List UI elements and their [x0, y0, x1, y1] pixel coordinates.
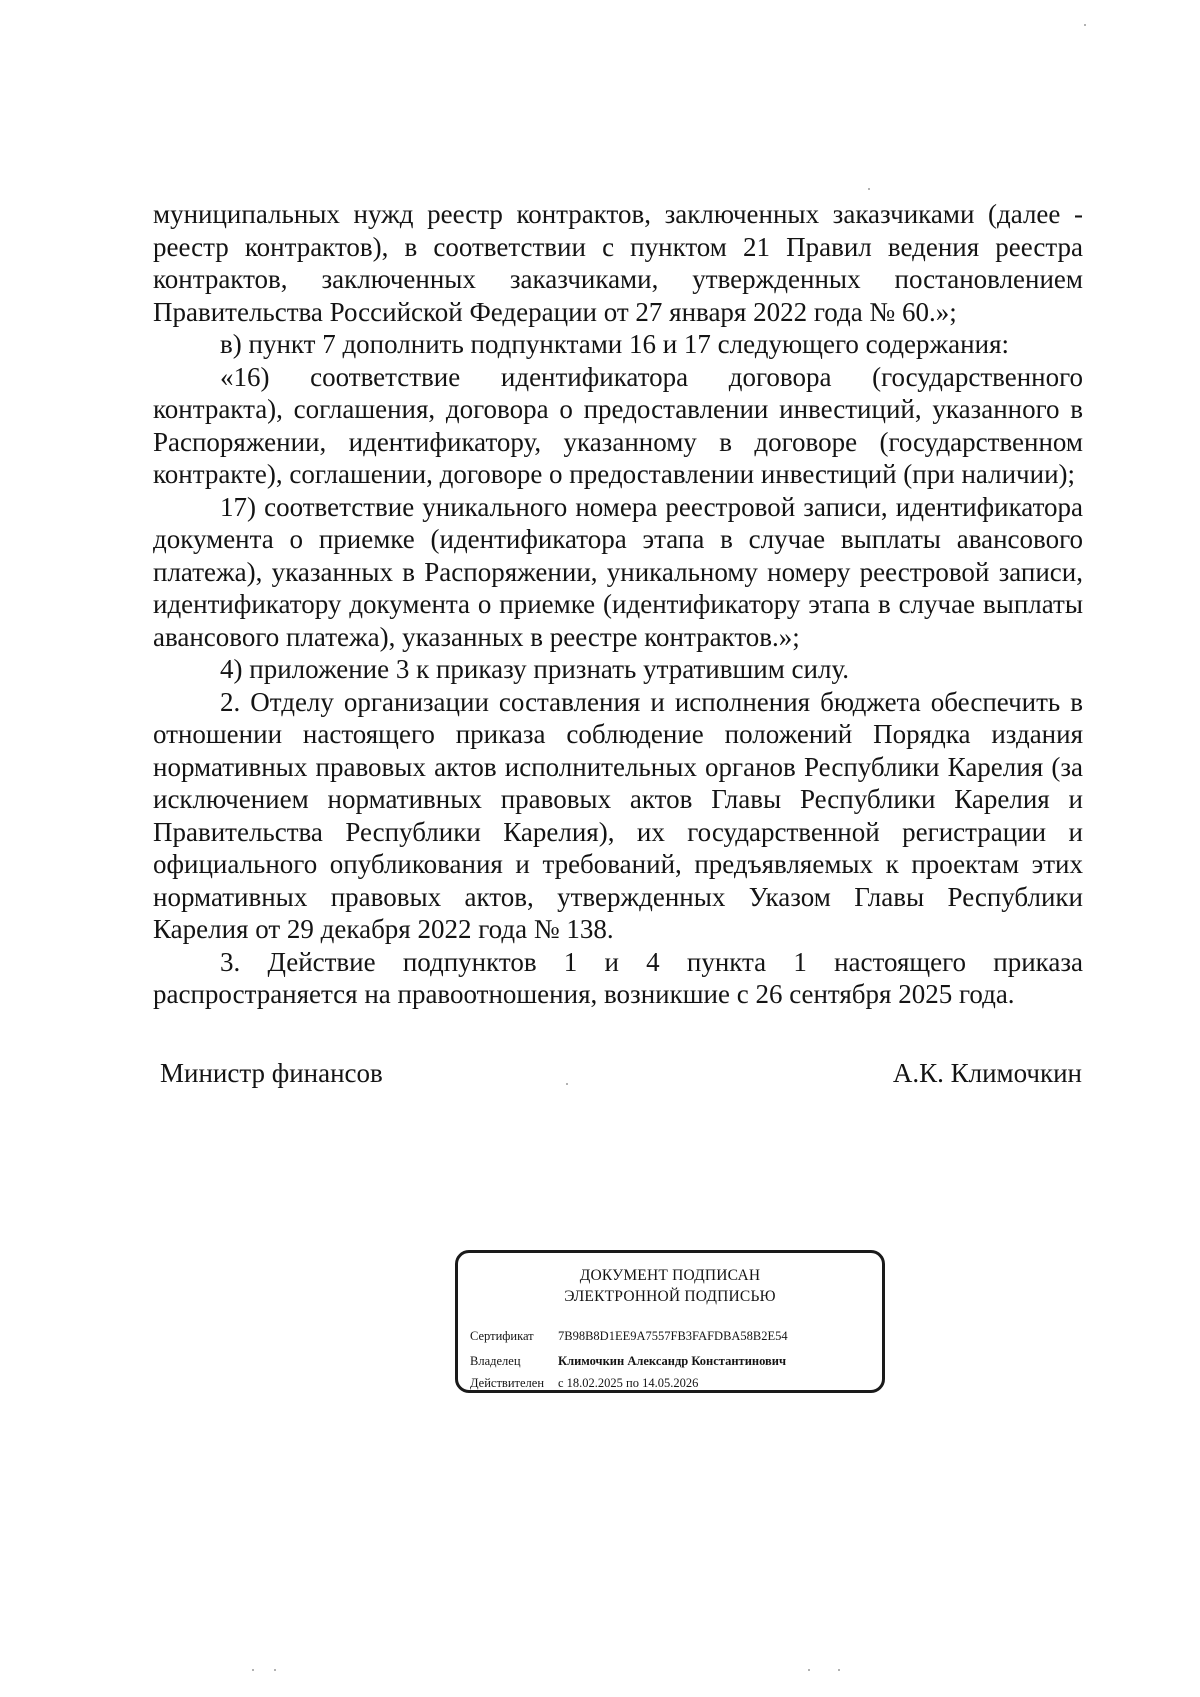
scan-speck [274, 1669, 276, 1671]
paragraph-item-v: в) пункт 7 дополнить подпунктами 16 и 17 следующего содержания: [220, 329, 1009, 359]
stamp-title-line-1: ДОКУМЕНТ ПОДПИСАН [579, 1267, 761, 1284]
paragraph-section-2: 2. Отделу организации составления и исполнения бюджета обеспечить в отношении настоящего приказа соблюдение положений Порядка издания нормативных правовых актов исполнительных органов Республики Карелия (за исключением нормативных правовых актов Главы Республики Карелия и Правительства Республики Карелия), их государственной регистрации и официального опубликования и требований, предъявляемых к проектам этих нормативных правовых актов, утвержденных Указом Главы Республики Карелия от 29 декабря 2022 года № 138. [153, 686, 1083, 944]
document-body [153, 198, 1083, 1011]
stamp-certificate-value: 7B98B8D1EE9A7557FB3FAFDBA58B2E54 [558, 1329, 788, 1343]
paragraph-subitem-17: 17) соответствие уникального номера реестровой записи, идентификатора документа о приемке (идентификатора этапа в случае выплаты авансового платежа), указанных в Распоряжении, уникальному номеру реестровой записи, идентификатору документа о приемке (идентификатору этапа в случае выплаты авансового платежа), указанных в реестре контрактов.»; [153, 491, 1083, 652]
stamp-owner-label: Владелец [470, 1354, 521, 1368]
paragraph-section-3: 3. Действие подпунктов 1 и 4 пункта 1 настоящего приказа распространяется на правоотношения, возникшие с 26 сентября 2025 года. [153, 946, 1083, 1009]
stamp-title-line-2: ЭЛЕКТРОННОЙ ПОДПИСЬЮ [564, 1288, 776, 1305]
stamp-owner-row [470, 1353, 786, 1369]
signer-name: А.К. Климочкин [892, 1058, 1082, 1088]
paragraph-subitem-16: «16) соответствие идентификатора договора (государственного контракта), соглашения, договора о предоставлении инвестиций, указанного в Распоряжении, идентификатору, указанному в договоре (государственном контракте), соглашении, договоре о предоставлении инвестиций (при наличии); [153, 361, 1083, 489]
stamp-owner-value: Климочкин Александр Константинович [558, 1354, 787, 1368]
scan-speck [808, 1669, 810, 1671]
scan-speck [1084, 24, 1086, 26]
scan-speck [566, 1083, 568, 1085]
stamp-validity-value: с 18.02.2025 по 14.05.2026 [558, 1376, 699, 1390]
stamp-certificate-row [470, 1328, 788, 1344]
paragraph-item-4: 4) приложение 3 к приказу признать утратившим силу. [220, 654, 850, 684]
paragraph-continuation: муниципальных нужд реестр контрактов, заключенных заказчиками (далее - реестр контрактов), в соответствии с пунктом 21 Правил ведения реестра контрактов, заключенных заказчиками, утвержденных постановлением Правительства Российской Федерации от 27 января 2022 года № 60.»; [153, 199, 1083, 327]
stamp-title [458, 1265, 882, 1307]
stamp-validity-row [470, 1375, 698, 1391]
scan-speck [838, 1669, 840, 1671]
scan-speck [868, 188, 870, 190]
stamp-certificate-label: Сертификат [470, 1329, 534, 1343]
electronic-signature-stamp [455, 1250, 885, 1393]
stamp-validity-label: Действителен [470, 1376, 545, 1390]
signer-position: Министр финансов [160, 1058, 383, 1088]
scan-speck [252, 1669, 254, 1671]
